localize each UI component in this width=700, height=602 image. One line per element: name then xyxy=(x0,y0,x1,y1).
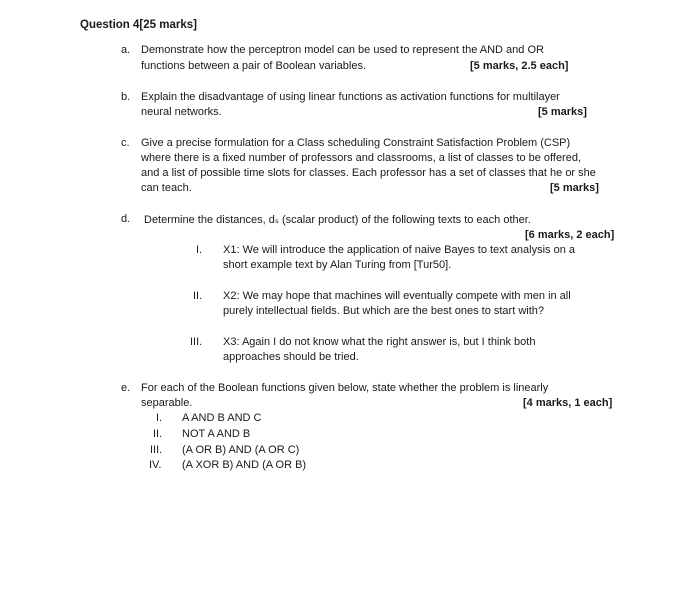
part-e-item-number: IV. xyxy=(149,459,162,471)
part-e-label: e. xyxy=(121,382,131,394)
part-a-line: functions between a pair of Boolean variables. xyxy=(141,60,367,72)
part-d-item-number: II. xyxy=(193,290,203,302)
part-a-label: a. xyxy=(121,44,131,56)
part-a-line: Demonstrate how the perceptron model can be used to represent the AND and OR xyxy=(141,44,544,56)
part-d-label: d. xyxy=(121,213,131,225)
part-d-item-line: purely intellectual fields. But which are the best ones to start with? xyxy=(223,305,545,317)
part-c-marks: [5 marks] xyxy=(550,182,599,194)
part-c-line: where there is a fixed number of professors and classrooms, a list of classes to be offered, xyxy=(141,152,582,164)
part-e-item-number: III. xyxy=(150,444,163,456)
part-e-item-text: NOT A AND B xyxy=(182,428,251,440)
question-title: Question 4[25 marks] xyxy=(80,19,197,31)
part-d-item-line: approaches should be tried. xyxy=(223,351,359,363)
part-d-item-number: III. xyxy=(190,336,203,348)
part-b-line: Explain the disadvantage of using linear functions as activation functions for multilayer xyxy=(141,91,560,103)
part-e-marks: [4 marks, 1 each] xyxy=(523,397,613,409)
part-e-item-text: (A XOR B) AND (A OR B) xyxy=(182,459,307,471)
part-e-item-text: A AND B AND C xyxy=(182,412,262,424)
part-a-marks: [5 marks, 2.5 each] xyxy=(470,60,569,72)
part-b-line: neural networks. xyxy=(141,106,222,118)
part-d-marks: [6 marks, 2 each] xyxy=(525,229,615,241)
part-c-line: and a list of possible time slots for classes. Each professor has a set of classes that he or she xyxy=(141,167,596,179)
part-c-label: c. xyxy=(121,137,130,149)
part-b-label: b. xyxy=(121,91,131,103)
part-d-item-line: short example text by Alan Turing from [Tur50]. xyxy=(223,259,452,271)
part-d-line: Determine the distances, dₛ (scalar product) of the following texts to each other. xyxy=(144,214,531,226)
part-e-line: For each of the Boolean functions given below, state whether the problem is linearly xyxy=(141,382,549,394)
part-b-marks: [5 marks] xyxy=(538,106,587,118)
part-e-item-text: (A OR B) AND (A OR C) xyxy=(182,444,300,456)
part-d-item-line: X3: Again I do not know what the right answer is, but I think both xyxy=(223,336,536,348)
part-c-line: can teach. xyxy=(141,182,192,194)
part-e-item-number: I. xyxy=(156,412,163,424)
part-c-line: Give a precise formulation for a Class scheduling Constraint Satisfaction Problem (CSP) xyxy=(141,137,571,149)
part-d-item-number: I. xyxy=(196,244,203,256)
part-d-item-line: X1: We will introduce the application of naive Bayes to text analysis on a xyxy=(223,244,575,256)
part-d-item-line: X2: We may hope that machines will eventually compete with men in all xyxy=(223,290,571,302)
part-e-line: separable. xyxy=(141,397,193,409)
part-e-item-number: II. xyxy=(153,428,163,440)
